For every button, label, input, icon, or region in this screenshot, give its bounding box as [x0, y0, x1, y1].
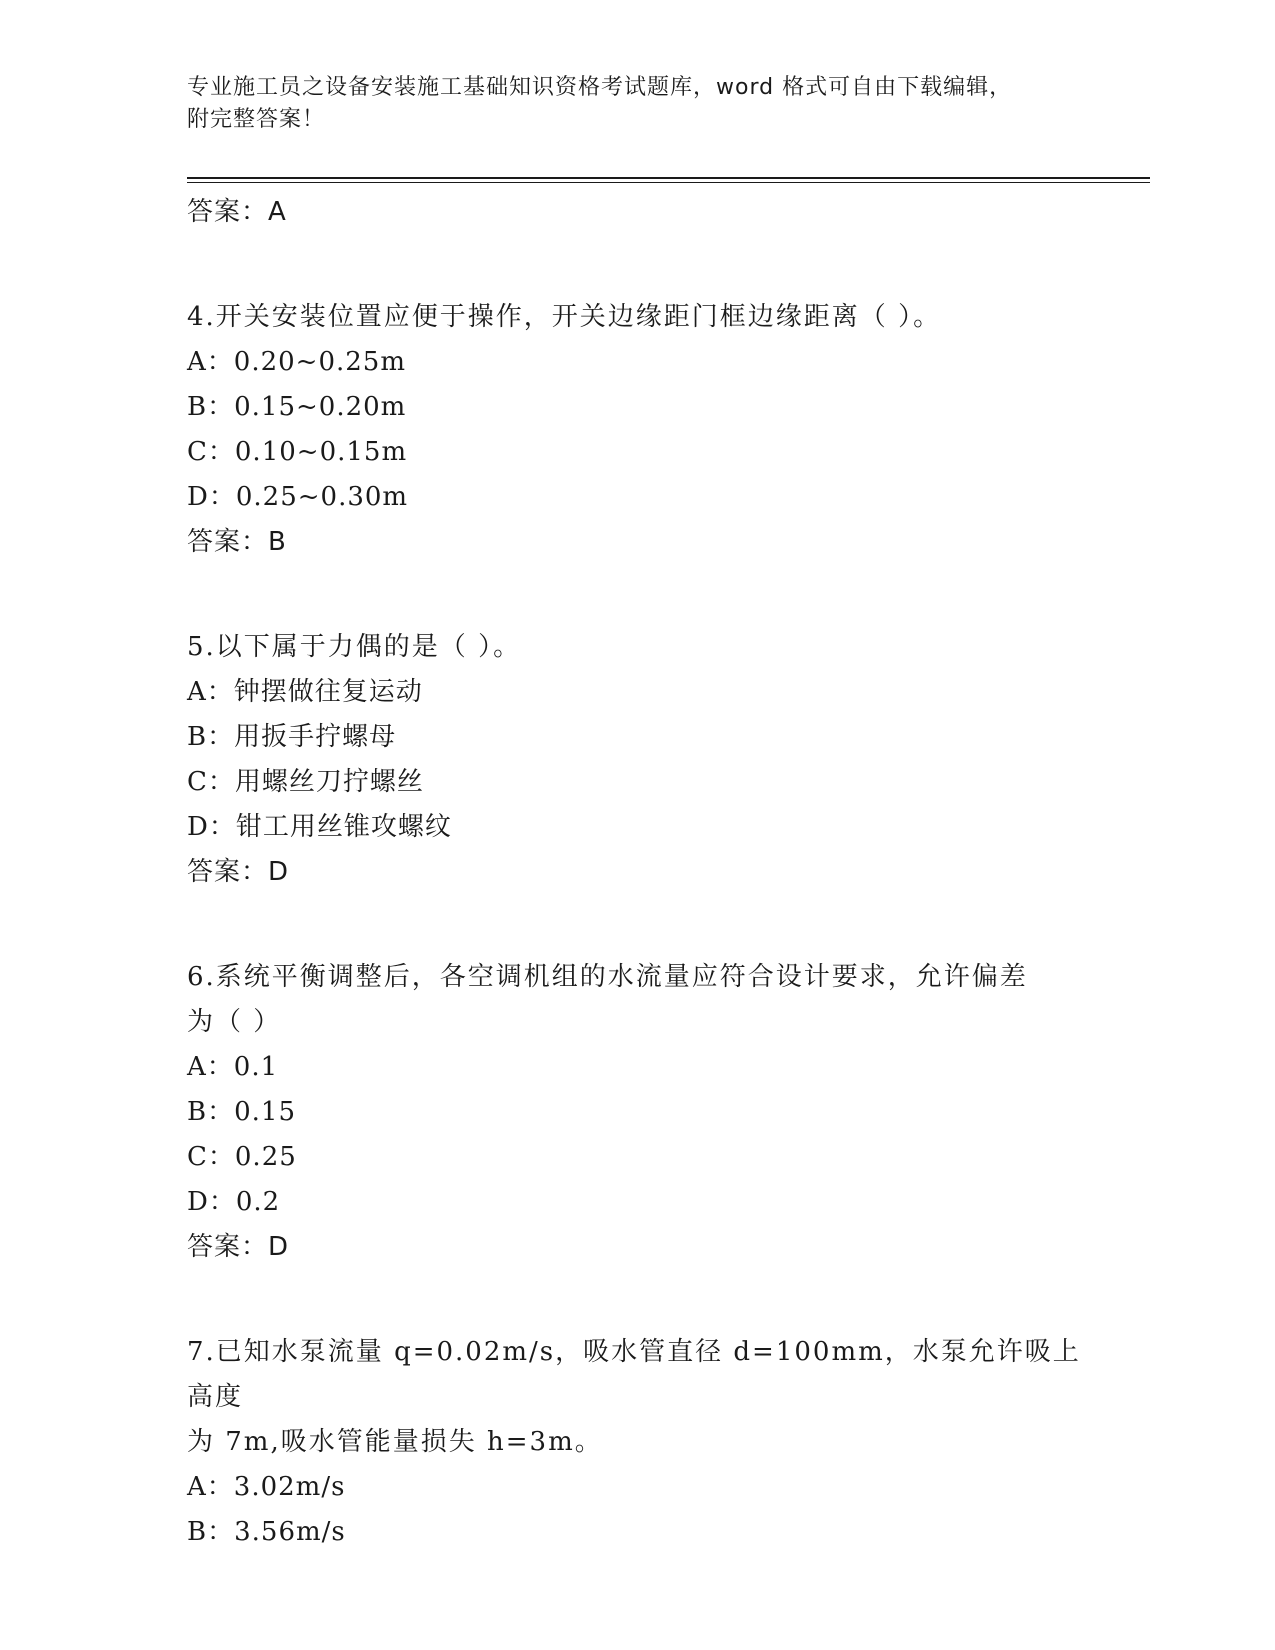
spacer [187, 235, 1087, 295]
option-d: D：0.2 [187, 1187, 281, 1217]
option-d: D：钳工用丝锥攻螺纹 [187, 812, 452, 842]
option-a: A：3.02m/s [187, 1472, 346, 1502]
previous-answer: 答案：A [187, 197, 287, 227]
question-answer: 答案：D [187, 1232, 290, 1262]
option-a: A：钟摆做往复运动 [187, 677, 423, 707]
document-header [187, 72, 1087, 136]
option-d: D：0.25~0.30m [187, 482, 409, 512]
question-5 [187, 625, 1087, 895]
option-c: C：用螺丝刀拧螺丝 [187, 767, 424, 797]
question-6 [187, 955, 1087, 1270]
option-a: A：0.20~0.25m [187, 347, 406, 377]
spacer [187, 565, 1087, 625]
question-stem-line-1: 7.已知水泵流量 q=0.02m/s，吸水管直径 d=100mm，水泵允许吸上高度 [187, 1337, 1081, 1412]
question-7 [187, 1330, 1087, 1555]
spacer [187, 1270, 1087, 1330]
question-stem: 4.开关安装位置应便于操作，开关边缘距门框边缘距离（ ）。 [187, 302, 942, 332]
header-line-2: 附完整答案！ [187, 107, 326, 132]
option-b: B：3.56m/s [187, 1517, 346, 1547]
option-b: B：用扳手拧螺母 [187, 722, 397, 752]
header-divider-thin [187, 182, 1150, 183]
document-body [187, 190, 1087, 1555]
option-c: C：0.10~0.15m [187, 437, 408, 467]
option-b: B：0.15 [187, 1097, 296, 1127]
question-4 [187, 295, 1087, 565]
option-b: B：0.15~0.20m [187, 392, 407, 422]
question-stem-line-2: 为 7m,吸水管能量损失 h=3m。 [187, 1427, 603, 1457]
option-a: A：0.1 [187, 1052, 279, 1082]
question-answer: 答案：B [187, 527, 287, 557]
option-c: C：0.25 [187, 1142, 297, 1172]
spacer [187, 895, 1087, 955]
header-divider-thick [187, 177, 1150, 179]
question-answer: 答案：D [187, 857, 290, 887]
header-line-1: 专业施工员之设备安装施工基础知识资格考试题库，word 格式可自由下载编辑， [187, 75, 1013, 100]
question-stem-line-2: 为（ ） [187, 1007, 282, 1037]
question-stem-line-1: 6.系统平衡调整后，各空调机组的水流量应符合设计要求，允许偏差 [187, 962, 1028, 992]
question-stem: 5.以下属于力偶的是（ ）。 [187, 632, 522, 662]
